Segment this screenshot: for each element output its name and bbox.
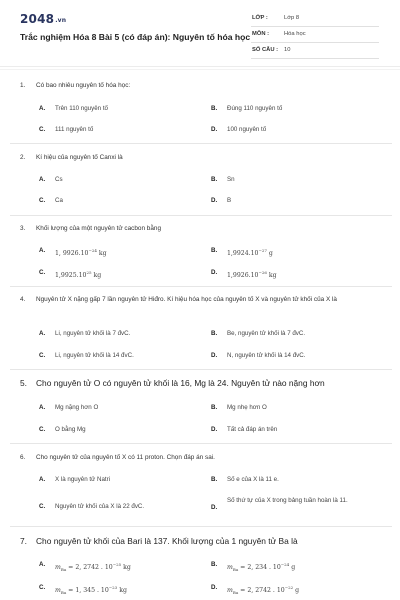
question-number: 7.: [20, 536, 27, 546]
meta-row-subject: [251, 28, 379, 43]
question-2: [20, 153, 390, 162]
header-divider: [0, 69, 400, 70]
question-text: Khối lượng của một nguyên tử cacbon bằng: [36, 225, 162, 232]
meta-row-count: [251, 44, 379, 59]
logo[interactable]: 2048.vn: [20, 12, 67, 26]
question-text: Nguyên tử X nặng gấp 7 lần nguyên tử Hiđro. Kí hiệu hóa học của nguyên tố X và nguyên tử khối của X là: [36, 296, 337, 303]
question-5: [20, 378, 390, 389]
header: [0, 0, 400, 66]
question-text: Có bao nhiêu nguyên tố hóa học:: [36, 82, 131, 89]
meta-value: Lớp 8: [284, 15, 300, 21]
question-separator: [10, 286, 392, 287]
meta-table: [251, 12, 379, 59]
meta-label: LỚP :: [252, 15, 268, 21]
question-separator: [10, 215, 392, 216]
question-number: 1.: [20, 82, 26, 89]
question-number: 2.: [20, 154, 26, 161]
question-number: 4.: [20, 296, 26, 303]
question-number: 6.: [20, 454, 26, 461]
meta-row-grade: [251, 12, 379, 27]
question-separator: [10, 526, 392, 527]
question-number: 3.: [20, 225, 26, 232]
header-divider: [0, 66, 400, 67]
meta-value: 10: [284, 47, 291, 53]
question-number: 5.: [20, 378, 27, 388]
question-6: [20, 453, 390, 462]
meta-label: MÔN :: [252, 31, 270, 37]
question-4: [20, 295, 390, 304]
question-text: Cho nguyên tử của nguyên tố X có 11 proton. Chọn đáp án sai.: [36, 454, 215, 461]
question-separator: [10, 143, 392, 144]
question-text: Kí hiệu của nguyên tố Canxi là: [36, 154, 123, 161]
question-3: [20, 224, 390, 233]
meta-label: SỐ CÂU :: [252, 47, 279, 53]
question-text: Cho nguyên tử khối của Bari là 137. Khối lượng của 1 nguyên tử Ba là: [36, 536, 298, 546]
page-title: Trắc nghiệm Hóa 8 Bài 5 (có đáp án): Nguyên tố hóa học: [20, 32, 251, 42]
question-1: [20, 81, 390, 90]
question-text: Cho nguyên tử O có nguyên tử khối là 16, Mg là 24. Nguyên tử nào nặng hơn: [36, 378, 325, 388]
question-7: [20, 536, 390, 547]
question-separator: [10, 443, 392, 444]
meta-value: Hóa học: [284, 31, 306, 37]
question-separator: [10, 369, 392, 370]
